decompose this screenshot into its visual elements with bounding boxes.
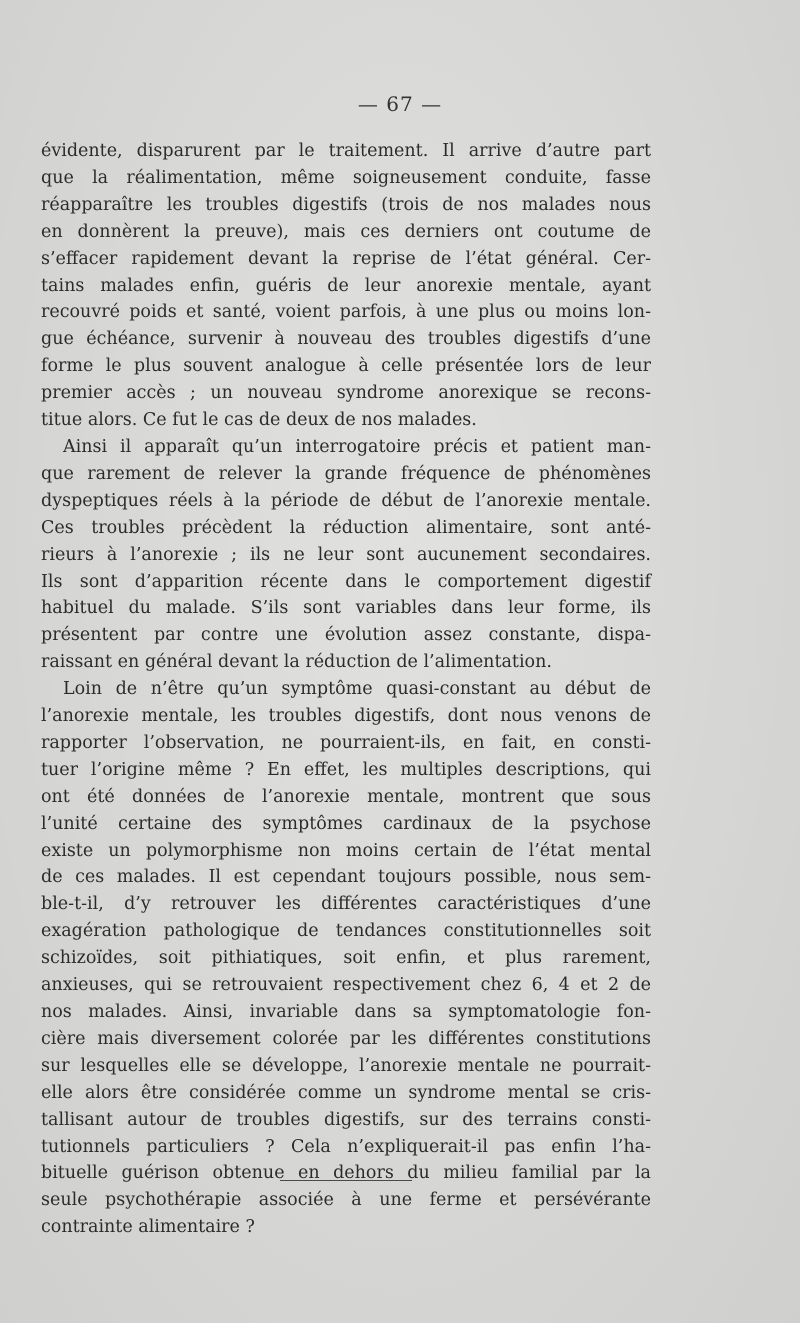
text-line: titue alors. Ce fut le cas de deux de nos malades. — [41, 410, 477, 431]
text-line: Ces troubles précèdent la réduction alimentaire, sont anté- — [41, 517, 651, 538]
text-line: l’unité certaine des symptômes cardinaux de la psychose — [41, 813, 651, 834]
text-line: rieurs à l’anorexie ; ils ne leur sont aucunement secondaires. — [41, 544, 651, 565]
text-line: premier accès ; un nouveau syndrome anorexique se recons- — [41, 383, 651, 404]
text-line: nos malades. Ainsi, invariable dans sa symptomatologie fon- — [41, 1002, 651, 1022]
text-line: ont été données de l’anorexie mentale, montrent que sous — [41, 786, 651, 807]
text-line: tutionnels particuliers ? Cela n’expliquerait-il pas enfin l’ha- — [41, 1136, 651, 1157]
end-rule — [280, 1180, 412, 1181]
text-line: en donnèrent la preuve), mais ces derniers ont coutume de — [41, 221, 651, 242]
text-line: tallisant autour de troubles digestifs, sur des terrains consti- — [41, 1109, 651, 1130]
text-line: tuer l’origine même ? En effet, les multiples descriptions, qui — [41, 759, 651, 780]
text-line: que rarement de relever la grande fréquence de phénomènes — [41, 463, 651, 484]
text-line: s’effacer rapidement devant la reprise de l’état général. Cer- — [41, 248, 651, 269]
text-line: gue échéance, survenir à nouveau des troubles digestifs d’une — [41, 329, 651, 350]
paragraph — [41, 138, 651, 434]
text-line: raissant en général devant la réduction de l’alimentation. — [41, 652, 552, 673]
text-line: anxieuses, qui se retrouvaient respectivement chez 6, 4 et 2 de — [41, 975, 651, 996]
text-line: existe un polymorphisme non moins certain de l’état mental — [41, 840, 651, 861]
text-line: l’anorexie mentale, les troubles digestifs, dont nous venons de — [41, 706, 651, 727]
text-line: présentent par contre une évolution assez constante, dispa- — [41, 625, 651, 646]
paragraph — [41, 676, 651, 1241]
text-line: contrainte alimentaire ? — [41, 1217, 255, 1238]
text-line: recouvré poids et santé, voient parfois, à une plus ou moins lon- — [41, 302, 651, 323]
text-line: réapparaître les troubles digestifs (trois de nos malades nous — [41, 194, 651, 215]
text-line: forme le plus souvent analogue à celle présentée lors de leur — [41, 356, 651, 377]
text-line: Ils sont d’apparition récente dans le comportement digestif — [41, 571, 651, 592]
text-line: bituelle guérison obtenue en dehors du milieu familial par la — [41, 1163, 651, 1184]
text-line: seule psychothérapie associée à une ferme et persévérante — [41, 1190, 651, 1211]
text-line: de ces malades. Il est cependant toujours possible, nous sem- — [41, 867, 651, 888]
text-line: cière mais diversement colorée par les différentes constitutions — [41, 1028, 651, 1049]
text-line: tains malades enfin, guéris de leur anorexie mentale, ayant — [41, 275, 651, 296]
text-line: Ainsi il apparaît qu’un interrogatoire précis et patient man- — [63, 436, 651, 457]
text-line: sur lesquelles elle se développe, l’anorexie mentale ne pourrait- — [41, 1055, 651, 1076]
page-number: — 67 — — [357, 92, 443, 116]
text-line: ble-t-il, d’y retrouver les différentes caractéristiques d’une — [41, 894, 651, 915]
text-line: Loin de n’être qu’un symptôme quasi-constant au début de — [63, 679, 651, 700]
text-line: dyspeptiques réels à la période de début de l’anorexie mentale. — [41, 490, 651, 511]
text-line: habituel du malade. S’ils sont variables dans leur forme, ils — [41, 598, 651, 619]
text-line: exagération pathologique de tendances constitutionnelles soit — [41, 921, 651, 942]
paragraph — [41, 434, 651, 676]
text-line: évidente, disparurent par le traitement. Il arrive d’autre part — [41, 141, 651, 161]
body-text — [41, 138, 651, 1241]
text-line: que la réalimentation, même soigneusement conduite, fasse — [41, 167, 651, 188]
text-line: elle alors être considérée comme un syndrome mental se cris- — [41, 1082, 651, 1103]
text-line: schizoïdes, soit pithiatiques, soit enfin, et plus rarement, — [41, 948, 651, 969]
text-line: rapporter l’observation, ne pourraient-ils, en fait, en consti- — [41, 732, 651, 753]
